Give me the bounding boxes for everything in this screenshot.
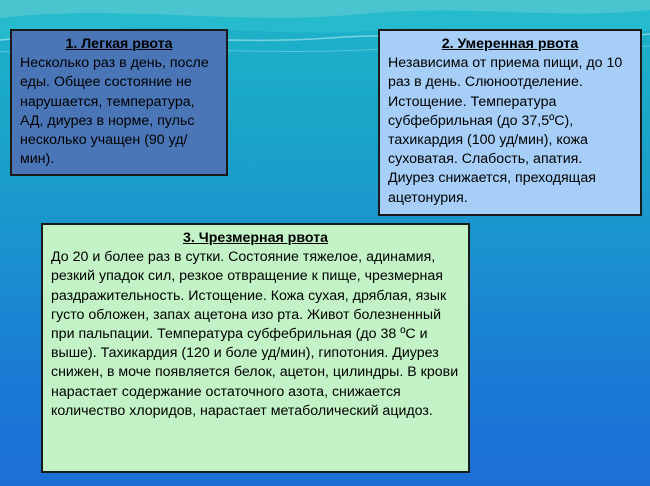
block-text: Независима от приема пищи, до 10 раз в день. Слюноотделение. Истощение. Температура субфебрильная (до 37,5ºС), тахикардия (100 уд/мин), кожа суховатая. Слабость, апатия. Диурез снижается, преходящая ацетонурия.	[388, 55, 623, 206]
block-title: 1. Легкая рвота	[65, 36, 173, 52]
block-title: 3. Чрезмерная рвота	[182, 230, 329, 246]
block-text: До 20 и более раз в сутки. Состояние тяжелое, адинамия, резкий упадок сил, резкое отвращение к пище, чрезмерная раздражительность. Истощение. Кожа сухая, дряблая, язык густо обложен, запах ацетона изо рта. Живот болезненный при пальпации. Температура субфебрильная (до 38 ºС и выше). Тахикардия (120 и боле уд/мин), гипотония. Диурез снижен, в моче появляется белок, ацетон, цилиндры. В крови нарастает содержание остаточного азота, снижается количество хлоридов, нарастает метаболический ацидоз.	[51, 249, 459, 419]
block-text: Несколько раз в день, после еды. Общее состояние не нарушается, температура, АД, диурез в норме, пульс несколько учащен (90 уд/мин).	[20, 55, 209, 168]
excessive-vomiting-block	[41, 223, 470, 473]
mild-vomiting-block	[10, 29, 228, 176]
block-title: 2. Умеренная рвота	[441, 36, 579, 52]
moderate-vomiting-block	[378, 29, 642, 216]
